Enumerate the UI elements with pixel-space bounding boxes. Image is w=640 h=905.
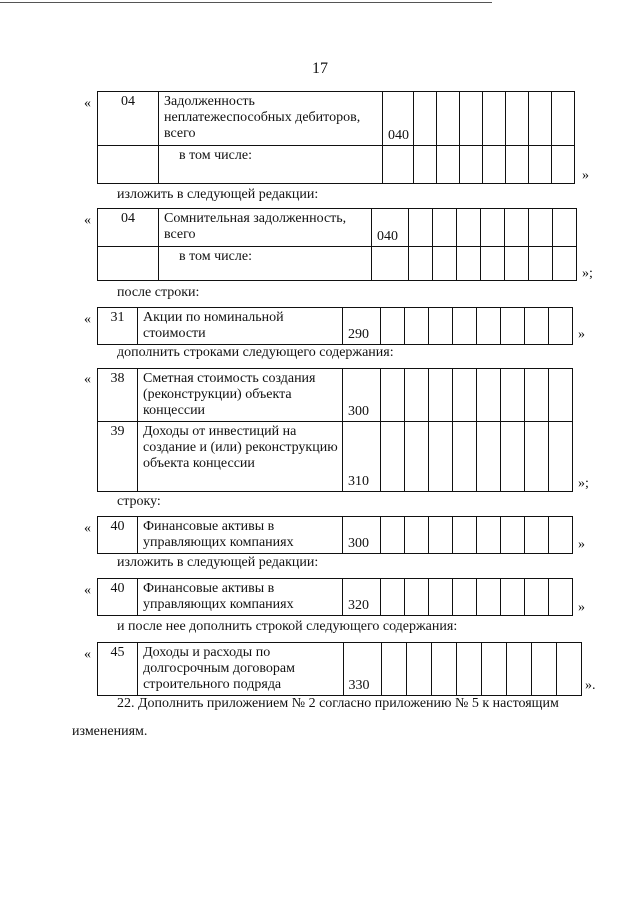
open-quote: «	[84, 372, 91, 387]
table-row	[98, 643, 582, 696]
row-name: Доходы от инвестиций на создание и (или) реконструкцию объекта концессии	[138, 422, 343, 492]
table-block-1	[97, 91, 575, 184]
row-number: 04	[98, 209, 159, 247]
top-rule	[0, 2, 492, 3]
row-code: 300	[343, 369, 381, 422]
row-name: в том числе:	[159, 146, 383, 184]
close-quote: »;	[578, 476, 589, 491]
row-number: 31	[98, 308, 138, 345]
instruction-text: дополнить строками следующего содержания:	[117, 345, 394, 360]
close-quote: »	[578, 327, 585, 342]
open-quote: «	[84, 213, 91, 228]
instruction-text: и после нее дополнить строкой следующего содержания:	[117, 619, 458, 634]
row-code: 330	[343, 643, 381, 696]
instruction-text: после строки:	[117, 285, 200, 300]
table-block-6	[97, 578, 573, 616]
row-number: 04	[98, 92, 159, 146]
table-block-2	[97, 208, 577, 281]
open-quote: «	[84, 583, 91, 598]
close-quote: »	[578, 600, 585, 615]
paragraph-22-line-2: изменениям.	[72, 724, 148, 739]
row-name: Финансовые активы в управляющих компаниях	[138, 517, 343, 554]
row-name: Сметная стоимость создания (реконструкции) объекта концессии	[138, 369, 343, 422]
row-code: 300	[343, 517, 381, 554]
row-number: 40	[98, 579, 138, 616]
open-quote: «	[84, 312, 91, 327]
table-row	[98, 579, 573, 616]
instruction-text: изложить в следующей редакции:	[117, 187, 319, 202]
row-name: Доходы и расходы по долгосрочным договорам строительного подряда	[138, 643, 343, 696]
table-row	[98, 422, 573, 492]
instruction-text: изложить в следующей редакции:	[117, 555, 319, 570]
table-block-4	[97, 368, 573, 492]
close-quote: »	[582, 168, 589, 183]
table-block-3	[97, 307, 573, 345]
row-name: Финансовые активы в управляющих компаниях	[138, 579, 343, 616]
table-row	[98, 92, 575, 146]
table-row	[98, 146, 575, 184]
row-number: 39	[98, 422, 138, 492]
row-name: в том числе:	[159, 247, 372, 281]
open-quote: «	[84, 647, 91, 662]
row-code: 290	[343, 308, 381, 345]
row-code: 040	[383, 92, 414, 146]
row-name: Задолженность неплатежеспособных дебиторов, всего	[159, 92, 383, 146]
close-quote: »	[578, 537, 585, 552]
table-row	[98, 209, 577, 247]
close-quote: ».	[585, 678, 596, 693]
row-code: 040	[372, 209, 409, 247]
table-row	[98, 308, 573, 345]
table-block-5	[97, 516, 573, 554]
open-quote: «	[84, 96, 91, 111]
row-name: Акции по номинальной стоимости	[138, 308, 343, 345]
table-row	[98, 369, 573, 422]
instruction-text: строку:	[117, 494, 161, 509]
row-name: Сомнительная задолженность, всего	[159, 209, 372, 247]
table-row	[98, 517, 573, 554]
row-code: 320	[343, 579, 381, 616]
row-number: 38	[98, 369, 138, 422]
row-code: 310	[343, 422, 381, 492]
paragraph-22-line-1: 22. Дополнить приложением № 2 согласно приложению № 5 к настоящим	[117, 696, 559, 711]
table-row	[98, 247, 577, 281]
row-number: 40	[98, 517, 138, 554]
table-block-7	[97, 642, 582, 696]
close-quote: »;	[582, 266, 593, 281]
open-quote: «	[84, 521, 91, 536]
row-number: 45	[98, 643, 138, 696]
page-number: 17	[312, 60, 328, 77]
